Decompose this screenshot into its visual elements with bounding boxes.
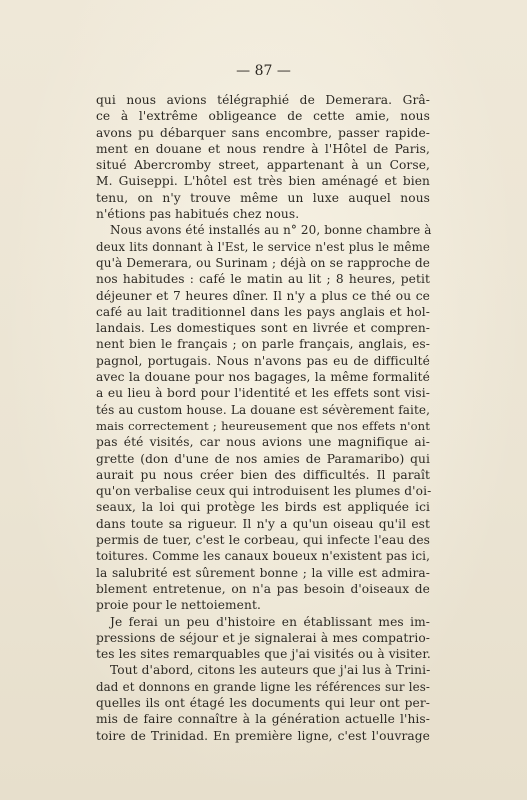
text-line: café au lait traditionnel dans les pays anglais et hol- [96,304,430,319]
text-line: grette (don d'une de nos amies de Paramaribo) qui [96,451,430,466]
text-line: toitures. Comme les canaux boueux n'existent pas ici, [96,549,430,564]
text-line: déjeuner et 7 heures dîner. Il n'y a plus ce thé ou ce [96,288,430,303]
text-line: situé Abercromby street, appartenant à un Corse, [96,158,430,173]
text-line: tés au custom house. La douane est sévèrement faite, [96,402,430,417]
text-line: ce à l'extrême obligeance de cette amie, nous [96,109,430,124]
text-line: proie pour le nettoiement. [96,598,261,613]
text-line: Tout d'abord, citons les auteurs que j'ai lus à Trini- [110,663,431,678]
text-line: aurait pu nous créer bien des difficultés. Il paraît [96,467,430,482]
body-text [96,92,430,744]
text-line: ment en douane et nous rendre à l'Hôtel de Paris, [96,141,430,156]
text-line: a eu lieu à bord pour l'identité et les effets sont visi- [96,386,430,401]
text-line: pagnol, portugais. Nous n'avons pas eu de difficulté [96,353,430,368]
text-line: n'étions pas habitués chez nous. [96,207,300,222]
text-line: deux lits donnant à l'Est, le service n'est plus le même [96,239,430,254]
text-line: qui nous avions télégraphié de Demerara. Grâ- [96,93,430,107]
text-line: tes les sites remarquables que j'ai visités ou à visiter. [96,647,431,662]
text-line: nos habitudes : café le matin au lit ; 8 heures, petit [96,272,430,287]
text-line: pas été visités, car nous avions une magnifique ai- [96,435,430,450]
text-line: qu'on verbalise ceux qui introduisent les plumes d'oi- [96,484,432,499]
text-line: blement entretenue, on n'a pas besoin d'oiseaux de [96,581,430,596]
text-line: dad et donnons en grande ligne les références sur les- [96,679,430,694]
text-line: dans toute sa rigueur. Il n'y a qu'un oiseau qu'il est [96,516,430,531]
text-line: quelles ils ont étagé les documents qui leur ont per- [96,695,430,710]
text-line: seaux, la loi qui protège les birds est appliquée ici [96,500,430,515]
page-number: — 87 — [236,63,291,79]
text-line: M. Guiseppi. L'hôtel est très bien aménagé et bien [96,174,430,189]
text-line: nent bien le français ; on parle français, anglais, es- [96,337,430,352]
text-line: qu'à Demerara, ou Surinam ; déjà on se rapproche de [96,255,430,270]
text-line: mais correctement ; heureusement que nos effets n'ont [96,418,430,433]
text-line: la salubrité est sûrement bonne ; la ville est admira- [96,565,430,580]
text-line: Je ferai un peu d'histoire en établissant mes im- [110,614,430,629]
text-line: toire de Trinidad. En première ligne, c'est l'ouvrage [96,728,430,743]
text-line: Nous avons été installés au n° 20, bonne chambre à [110,223,432,238]
text-line: pressions de séjour et je signalerai à mes compatrio- [96,630,430,645]
text-line: landais. Les domestiques sont en livrée et compren- [96,321,430,336]
text-line: permis de tuer, c'est le corbeau, qui infecte l'eau des [96,533,430,548]
text-line: tenu, on n'y trouve même un luxe auquel nous [96,190,430,205]
text-line: avec la douane pour nos bagages, la même formalité [96,370,430,385]
text-line: mis de faire connaître à la génération actuelle l'his- [96,712,430,727]
text-line: avons pu débarquer sans encombre, passer rapide- [96,125,430,140]
